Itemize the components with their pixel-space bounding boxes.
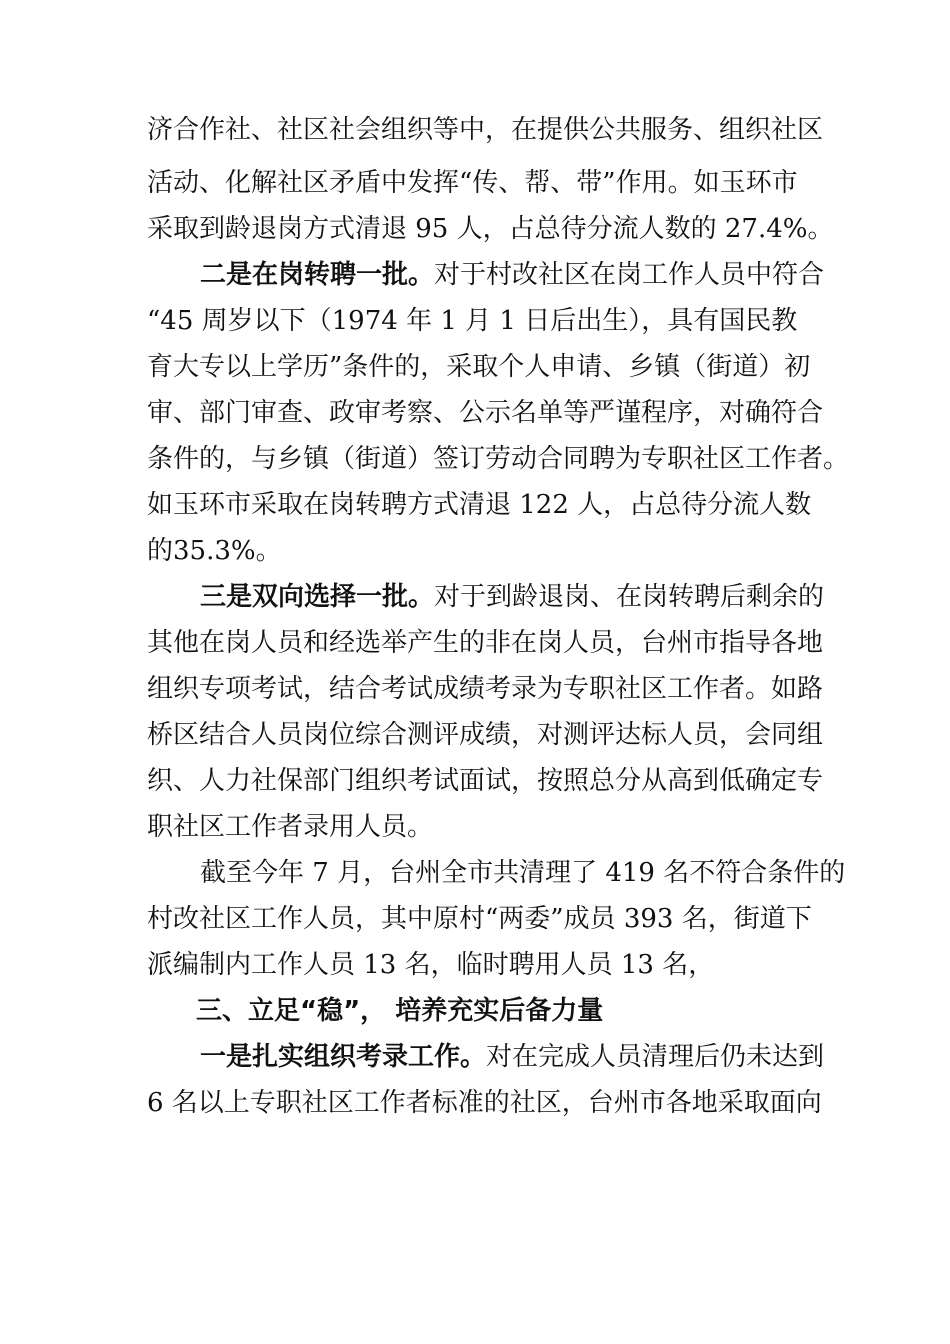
paragraph-2-lead: 二是在岗转聘一批。 [200,260,435,290]
paragraph-3-line-1-rest: 对于到龄退岗、在岗转聘后剩余的 [434,582,825,612]
paragraph-3-line-4: 桥区结合人员岗位综合测评成绩，对测评达标人员，会同组 [147,720,824,750]
section-heading: 三、立足“稳”， 培养充实后备力量 [196,996,604,1026]
paragraph-1-line-1: 济合作社、社区社会组织等中，在提供公共服务、组织社区 [147,115,824,145]
paragraph-3-line-6: 职社区工作者录用人员。 [147,812,434,842]
paragraph-2-line-5: 条件的，与乡镇（街道）签订劳动合同聘为专职社区工作者。 [147,444,850,474]
paragraph-1-line-2: 活动、化解社区矛盾中发挥“传、帮、带”作用。如玉环市 [147,168,798,198]
paragraph-3-line-1 [200,580,950,614]
paragraph-4-line-2: 村改社区工作人员，其中原村“两委”成员 393 名，街道下 [147,904,812,934]
paragraph-3-line-5: 织、人力社保部门组织考试面试，按照总分从高到低确定专 [147,766,824,796]
paragraph-2-line-1-rest: 对于村改社区在岗工作人员中符合 [434,260,825,290]
paragraph-2-line-2: “45 周岁以下（1974 年 1 月 1 日后出生），具有国民教 [147,306,798,336]
paragraph-4-line-3: 派编制内工作人员 13 名，临时聘用人员 13 名， [147,950,715,980]
paragraph-3-line-2: 其他在岗人员和经选举产生的非在岗人员，台州市指导各地 [147,628,824,658]
paragraph-2-line-4: 审、部门审查、政审考察、公示名单等严谨程序，对确符合 [147,398,824,428]
paragraph-5-line-1-rest: 对在完成人员清理后仍未达到 [486,1042,825,1072]
paragraph-4-line-1: 截至今年 7 月，台州全市共清理了 419 名不符合条件的 [200,858,846,888]
paragraph-2-line-3: 育大专以上学历”条件的，采取个人申请、乡镇（街道）初 [147,352,811,382]
paragraph-5-lead: 一是扎实组织考录工作。 [200,1042,487,1072]
paragraph-2-line-6: 如玉环市采取在岗转聘方式清退 122 人，占总待分流人数 [147,490,812,520]
paragraph-1-line-3: 采取到龄退岗方式清退 95 人，占总待分流人数的 27.4%。 [147,214,834,244]
paragraph-3-line-3: 组织专项考试，结合考试成绩考录为专职社区工作者。如路 [147,674,824,704]
paragraph-3-lead: 三是双向选择一批。 [200,582,435,612]
paragraph-2-line-7: 的35.3%。 [147,536,282,566]
paragraph-2-line-1 [200,258,950,292]
paragraph-5-line-1 [200,1040,950,1074]
paragraph-5-line-2: 6 名以上专职社区工作者标准的社区，台州市各地采取面向 [147,1088,822,1118]
